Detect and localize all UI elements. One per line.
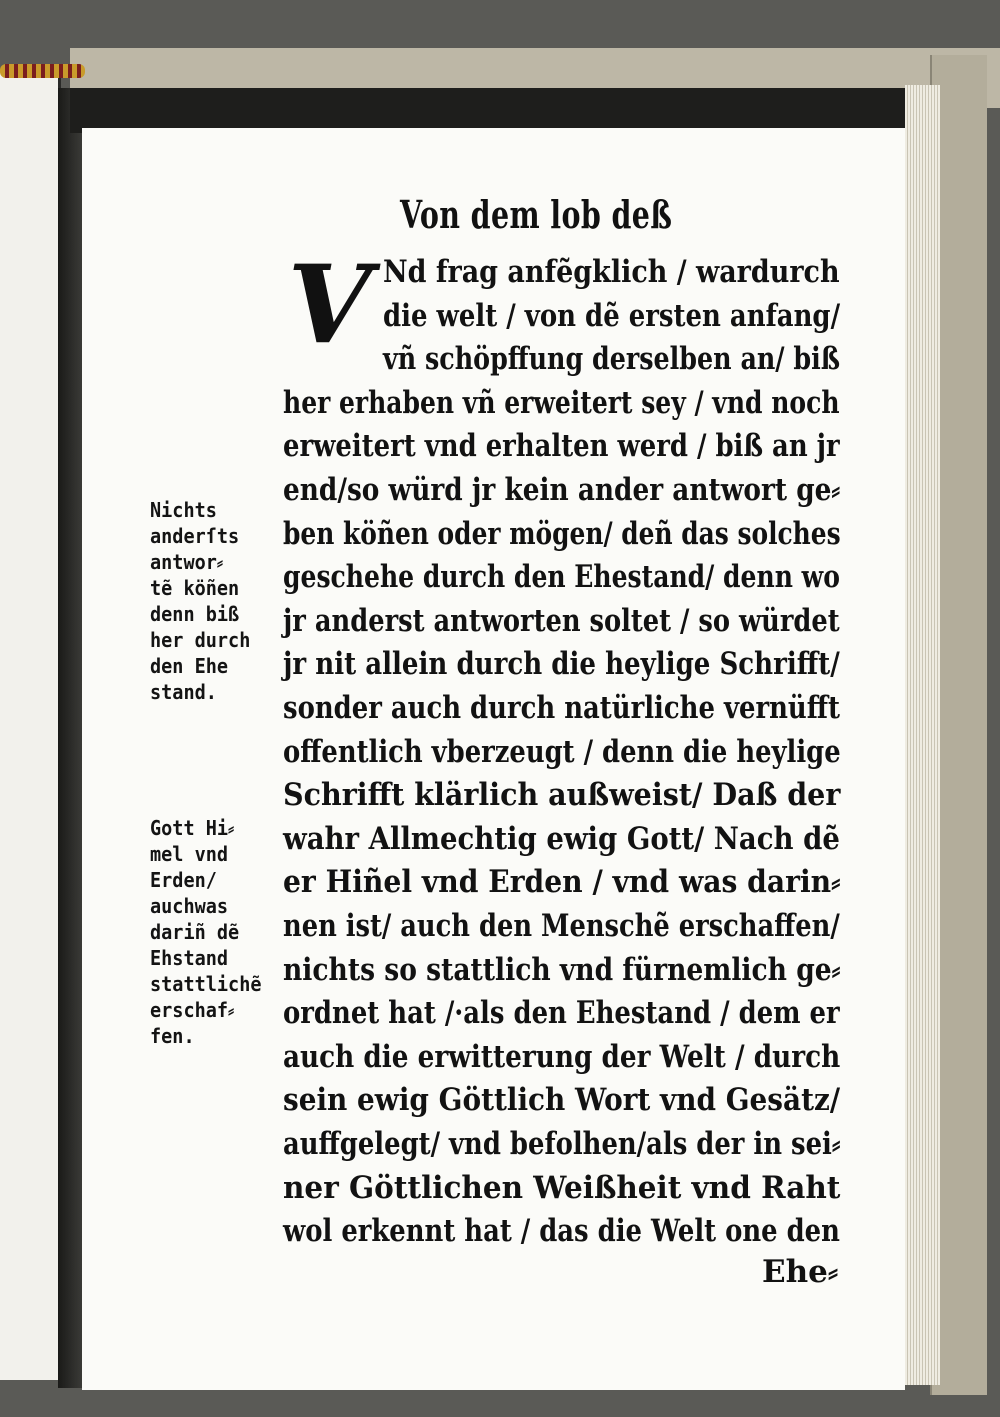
margin-note-line: fen. bbox=[150, 1024, 195, 1048]
text-line: jr nit allein durch die heylige Schrifft/ bbox=[283, 646, 840, 683]
text-line: sonder auch durch natürliche vernüfft bbox=[283, 690, 840, 726]
page-heading: Von dem lob deß bbox=[400, 192, 673, 237]
margin-note-line: tẽ köñen bbox=[150, 576, 240, 600]
text-line: sein ewig Göttlich Wort vnd Gesätz/ bbox=[283, 1082, 841, 1119]
catchword: Ehe⸗ bbox=[762, 1254, 839, 1290]
text-line: her erhaben vñ erweitert sey / vnd noch bbox=[283, 384, 840, 421]
page-top-shadow bbox=[70, 88, 905, 133]
text-line: end/so würd jr kein ander antwort ge⸗ bbox=[283, 472, 841, 508]
text-line: ben köñen oder mögen/ deñ das solches bbox=[283, 515, 841, 552]
margin-note-line: Gott Hi⸗ bbox=[150, 816, 235, 840]
margin-note-line: Ehstand bbox=[150, 946, 229, 970]
margin-note-1 bbox=[150, 497, 285, 705]
margin-note-line: erschaf⸗ bbox=[150, 998, 235, 1022]
margin-note-line: den Ehe bbox=[150, 654, 229, 678]
margin-note-line: mel vnd bbox=[150, 842, 229, 866]
margin-note-line: stand. bbox=[150, 680, 217, 704]
text-line: vñ schöpffung derselben an/ biß bbox=[383, 341, 841, 378]
text-line: ordnet hat /·als den Ehestand / dem er bbox=[283, 995, 840, 1032]
margin-note-line: Erden/ bbox=[150, 868, 217, 892]
text-line: erweitert vnd erhalten werd / biß an jr bbox=[283, 428, 840, 465]
text-line: auch die erwitterung der Welt / durch bbox=[283, 1038, 841, 1075]
left-page-edge bbox=[0, 70, 61, 1380]
text-line: nichts so stattlich vnd fürnemlich ge⸗ bbox=[283, 951, 841, 988]
margin-note-2 bbox=[150, 815, 285, 1049]
text-line: auffgelegt/ vnd befolhen/als der in sei⸗ bbox=[283, 1126, 841, 1162]
margin-note-line: her durch bbox=[150, 628, 251, 652]
margin-note-line: denn biß bbox=[150, 602, 240, 626]
text-line: jr anderst antworten soltet / so würdet bbox=[283, 602, 840, 639]
text-line: offentlich vberzeugt / denn die heylige bbox=[283, 733, 841, 770]
decorated-initial: V bbox=[287, 242, 372, 368]
text-line: nen ist/ auch den Menschẽ erschaffen/ bbox=[283, 908, 840, 944]
text-line: die welt / von dẽ ersten anfang/ bbox=[383, 297, 841, 334]
margin-note-line: antwor⸗ bbox=[150, 550, 224, 574]
text-line: Nd frag anfẽgklich / wardurch bbox=[383, 254, 840, 290]
text-line: ner Göttlichen Weißheit vnd Raht bbox=[283, 1169, 841, 1206]
text-line: wol erkennt hat / das die Welt one den bbox=[283, 1213, 840, 1250]
text-line: wahr Allmechtig ewig Gott/ Nach dẽ bbox=[283, 820, 840, 857]
margin-note-line: dariñ dẽ bbox=[150, 920, 240, 944]
bookmark-ribbon bbox=[0, 64, 85, 78]
margin-note-line: Nichts bbox=[150, 498, 217, 522]
margin-note-line: stattlichẽ bbox=[150, 972, 262, 996]
text-line: er Hiñel vnd Erden / vnd was darin⸗ bbox=[283, 864, 841, 901]
page-edges bbox=[905, 85, 940, 1385]
margin-note-line: auchwas bbox=[150, 894, 229, 918]
text-line: geschehe durch den Ehestand/ denn wo bbox=[283, 559, 840, 596]
text-line: Schrifft klärlich außweist/ Daß der bbox=[283, 777, 841, 814]
margin-note-line: anderſts bbox=[150, 524, 240, 548]
